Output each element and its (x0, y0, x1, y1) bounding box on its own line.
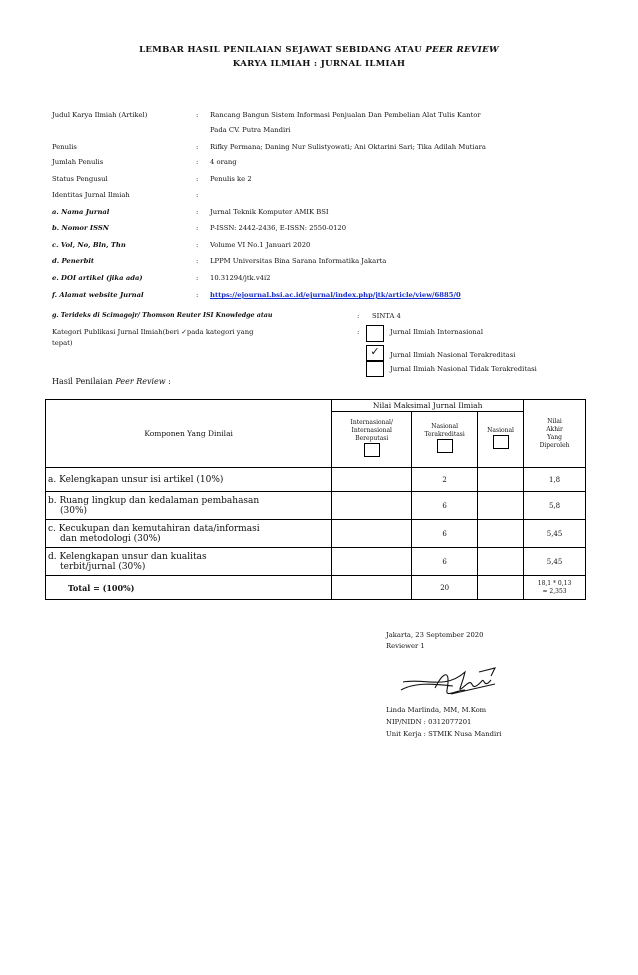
nas-akr-header-line: Nasional (431, 423, 459, 430)
akhir-header-line: Diperoleh (539, 441, 570, 449)
colon: : (196, 257, 199, 265)
penerbit-label: d. Penerbit (52, 257, 95, 265)
intl-header-line: Internasional (351, 427, 392, 434)
akhir-cell: 5,45 (524, 548, 586, 576)
colon: : (357, 328, 360, 336)
nama-jurnal-value: Jurnal Teknik Komputer AMIK BSI (210, 208, 329, 216)
akhir-header-line: Yang (547, 433, 562, 441)
hasil-heading (52, 377, 171, 386)
nas-header (478, 412, 524, 468)
nas-header-line: Nasional (487, 427, 514, 434)
intl-header-line: Bereputasi (355, 435, 389, 442)
signature-image (395, 660, 505, 702)
colon: : (196, 241, 199, 249)
jumlah-value: 4 orang (210, 158, 237, 166)
intl-cell (332, 548, 412, 576)
terindeks-label: g. Terideks di Scimagojr/ Thomson Reuter ISI Knowledge atau (52, 312, 273, 319)
akhir-header-line: Akhir (546, 425, 563, 433)
komponen-line: a. Kelengkapan unsur isi artikel (10%) (48, 474, 224, 485)
intl-checkbox[interactable] (364, 443, 380, 457)
penerbit-value: LPPM Universitas Bina Sarana Informatika Jakarta (210, 257, 387, 265)
komponen-line: c. Kecukupan dan kemutahiran data/informasi (48, 523, 260, 534)
vol-value: Volume VI No.1 Januari 2020 (210, 241, 311, 249)
title-line1: LEMBAR HASIL PENILAIAN SEJAWAT SEBIDANG ATAU (139, 45, 426, 55)
max-cell: 6 (412, 520, 478, 548)
issn-label: b. Nomor ISSN (52, 224, 109, 232)
place-date: Jakarta, 23 September 2020 (386, 631, 484, 639)
hasil-italic: Peer Review (115, 377, 166, 386)
vol-label: c. Vol, No, Bln, Thn (52, 241, 126, 249)
intl-cell (332, 492, 412, 520)
signer-nip: NIP/NIDN : 0312077201 (386, 718, 472, 726)
total-max: 20 (412, 576, 478, 600)
nas-akr-header (412, 412, 478, 468)
colon: : (196, 208, 199, 216)
kategori-option-internasional: Jurnal Ilmiah Internasional (390, 328, 484, 336)
nilai-akhir-header (524, 400, 586, 468)
kategori-option-nasional-terakreditasi: Jurnal Ilmiah Nasional Terakreditasi (390, 351, 516, 359)
colon: : (196, 158, 199, 166)
komponen-line: d. Kelengkapan unsur dan kualitas (48, 551, 207, 562)
table-row (46, 520, 586, 548)
total-akhir-line: = 2,353 (542, 587, 567, 595)
nas-akr-checkbox[interactable] (437, 439, 453, 453)
intl-header (332, 412, 412, 468)
colon: : (196, 111, 199, 119)
penulis-value: Rifky Permana; Daning Nur Sulistyowati; Ani Oktarini Sari; Tika Adilah Mutiara (210, 143, 486, 151)
table-row (46, 548, 586, 576)
max-cell: 6 (412, 548, 478, 576)
kategori-checkbox-nasional-tidak-terakreditasi[interactable] (366, 361, 384, 377)
kategori-label-2: tepat) (52, 339, 73, 347)
colon: : (357, 312, 360, 320)
colon: : (196, 224, 199, 232)
doi-label: e. DOI artikel (jika ada) (52, 274, 143, 282)
komponen-cell (46, 468, 332, 492)
judul-label: Judul Karya Ilmiah (Artikel) (52, 111, 148, 119)
total-akhir (524, 576, 586, 600)
checkmark-icon: ✓ (370, 345, 380, 358)
kategori-option-nasional-tidak-terakreditasi: Jurnal Ilmiah Nasional Tidak Terakreditasi (390, 365, 537, 373)
akhir-header-line: Nilai (547, 417, 562, 425)
kategori-checkbox-nasional-terakreditasi[interactable] (366, 345, 384, 361)
total-label: Total = (100%) (46, 576, 332, 600)
max-cell: 6 (412, 492, 478, 520)
komponen-line: dan metodologi (30%) (60, 533, 161, 544)
komponen-cell (46, 520, 332, 548)
intl-cell (332, 520, 412, 548)
penulis-label: Penulis (52, 143, 77, 151)
doi-value: 10.31294/jtk.v4i2 (210, 274, 271, 282)
status-label: Status Pengusul (52, 175, 108, 183)
komponen-cell (46, 492, 332, 520)
komponen-line: terbit/jurnal (30%) (60, 561, 146, 572)
nama-jurnal-label: a. Nama Jurnal (52, 208, 110, 216)
colon: : (196, 191, 199, 199)
akhir-cell: 1,8 (524, 468, 586, 492)
reviewer-label: Reviewer 1 (386, 642, 425, 650)
identitas-label: Identitas Jurnal Ilmiah (52, 191, 130, 199)
journal-website-link[interactable]: https://ejournal.bsi.ac.id/ejurnal/index.php/jtk/article/view/6885/0 (210, 291, 461, 299)
score-table (45, 399, 586, 600)
signer-unit: Unit Kerja : STMIK Nusa Mandiri (386, 730, 502, 738)
akhir-cell: 5,45 (524, 520, 586, 548)
jumlah-label: Jumlah Penulis (52, 158, 104, 166)
nas-cell (478, 548, 524, 576)
page-subtitle: KARYA ILMIAH : JURNAL ILMIAH (232, 59, 406, 69)
status-value: Penulis ke 2 (210, 175, 252, 183)
intl-cell (332, 576, 412, 600)
total-row (46, 576, 586, 600)
colon: : (196, 291, 199, 299)
intl-cell (332, 468, 412, 492)
max-cell: 2 (412, 468, 478, 492)
page-title (0, 45, 638, 55)
total-akhir-line: 18,1 * 0,13 (537, 579, 572, 587)
nas-cell (478, 468, 524, 492)
signer-name: Linda Marlinda, MM, M.Kom (386, 706, 487, 714)
nas-checkbox[interactable] (493, 435, 509, 449)
kategori-label: Kategori Publikasi Jurnal Ilmiah(beri ✓pada kategori yang (52, 328, 254, 336)
alamat-label: f. Alamat website Jurnal (52, 291, 144, 299)
colon: : (196, 143, 199, 151)
kategori-checkbox-internasional[interactable] (366, 325, 384, 342)
table-row (46, 468, 586, 492)
table-row (46, 492, 586, 520)
nas-cell (478, 520, 524, 548)
komponen-cell (46, 548, 332, 576)
judul-value: Rancang Bangun Sistem Informasi Penjualan Dan Pembelian Alat Tulis Kantor (210, 111, 481, 119)
colon: : (196, 175, 199, 183)
komponen-line: b. Ruang lingkup dan kedalaman pembahasan (48, 495, 260, 506)
nas-cell (478, 576, 524, 600)
komponen-line: (30%) (60, 505, 88, 516)
title-line1-italic: PEER REVIEW (425, 45, 499, 55)
intl-header-line: Internasional/ (350, 419, 393, 426)
hasil-prefix: Hasil Penilaian (52, 377, 116, 386)
terindeks-value: SINTA 4 (372, 312, 401, 320)
issn-value: P-ISSN: 2442-2436, E-ISSN: 2550-0120 (210, 224, 347, 232)
akhir-cell: 5,8 (524, 492, 586, 520)
hasil-suffix: : (165, 377, 171, 386)
colon: : (196, 274, 199, 282)
nas-akr-header-line: Terakreditasi (424, 431, 465, 438)
komponen-header: Komponen Yang Dinilai (46, 400, 332, 468)
judul-value-2: Pada CV. Putra Mandiri (210, 126, 291, 134)
nas-cell (478, 492, 524, 520)
nilai-max-header: Nilai Maksimal Jurnal Ilmiah (332, 400, 524, 412)
